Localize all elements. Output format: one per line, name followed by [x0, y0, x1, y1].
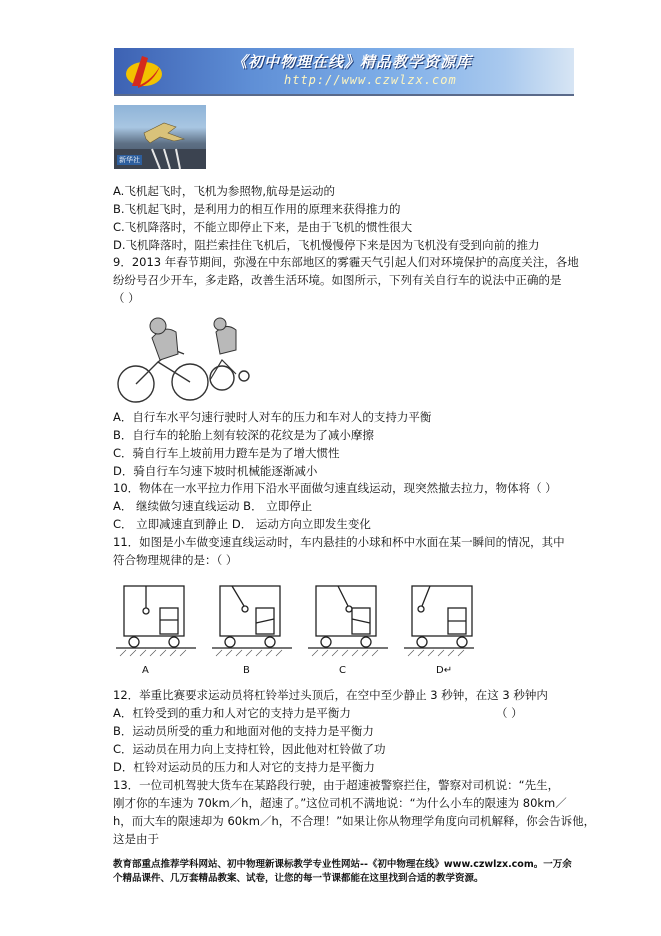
- footer-line1: 教育部重点推荐学科网站、初中物理新课标教学专业性网站--《初中物理在线》www.czwlzx.com。一万余: [113, 859, 572, 870]
- banner-url[interactable]: http://www.czwlzx.com: [284, 73, 457, 87]
- cart-label-a: A: [142, 665, 149, 676]
- q10-stem: 10．物体在一水平拉力作用下沿水平面做匀速直线运动，现突然撤去拉力，物体将（ ）: [113, 481, 557, 495]
- page-footer: [113, 858, 583, 886]
- site-logo-icon: [124, 52, 164, 90]
- banner-title: 《初中物理在线》精品教学资源库: [232, 53, 473, 71]
- carts-diagram: [116, 580, 476, 680]
- q13-stem-line1: 13．一位司机驾驶大货车在某路段行驶，由于超速被警察拦住，警察对司机说：“先生，: [113, 778, 560, 792]
- q8-option-d: D.飞机降落时，阻拦索挂住飞机后，飞机慢慢停下来是因为飞机没有受到向前的推力: [113, 238, 540, 252]
- q8-option-c: C.飞机降落时，不能立即停止下来，是由于飞机的惯性很大: [113, 220, 413, 234]
- q12-stem: 12．举重比赛要求运动员将杠铃举过头顶后，在空中至少静止 3 秒钟，在这 3 秒钟内: [113, 688, 548, 702]
- q13-stem-line3: h，而大车的限速却为 60km／h，不合理！”如果让你从物理学角度向司机解释，你会告诉他，: [113, 814, 596, 828]
- cart-label-b: B: [243, 665, 250, 676]
- q12-option-c: C．运动员在用力向上支持杠铃，因此他对杠铃做了功: [113, 742, 386, 756]
- q13-stem-line2: 刚才你的车速为 70km／h，超速了。”这位司机不满地说：“为什么小车的限速为 80km／: [113, 796, 567, 810]
- q9-stem-line1: 9．2013 年春节期间，弥漫在中东部地区的雾霾天气引起人们对环境保护的高度关注，各地: [113, 255, 579, 269]
- q11-stem-line2: 符合物理规律的是：（ ）: [113, 553, 238, 567]
- q8-option-a: A.飞机起飞时，飞机为参照物,航母是运动的: [113, 184, 335, 198]
- photo-watermark: 新华社: [119, 156, 140, 164]
- q8-option-b: B.飞机起飞时，是利用力的相互作用的原理来获得推力的: [113, 202, 401, 216]
- q9-option-a: A．自行车水平匀速行驶时人对车的压力和车对人的支持力平衡: [113, 410, 432, 424]
- q12-answer-blank: （ ）: [496, 706, 523, 720]
- q9-option-c: C．骑自行车上坡前用力蹬车是为了增大惯性: [113, 446, 340, 460]
- cart-label-d: D↵: [436, 665, 453, 676]
- q10-options-ab: A． 继续做匀速直线运动 B． 立即停止: [113, 499, 313, 513]
- footer-line2: 个精品课件、几万套精品教案、试卷，让您的每一节课都能在这里找到合适的教学资源。: [113, 873, 484, 884]
- q12-option-b: B．运动员所受的重力和地面对他的支持力是平衡力: [113, 724, 374, 738]
- cart-label-c: C: [339, 665, 346, 676]
- header-banner: [114, 48, 574, 96]
- q9-option-d: D．骑自行车匀速下坡时机械能逐渐减小: [113, 464, 318, 478]
- q11-stem-line1: 11．如图是小车做变速直线运动时，车内悬挂的小球和杯中水面在某一瞬间的情况，其中: [113, 535, 565, 549]
- q10-options-cd: C． 立即减速直到静止 D． 运动方向立即发生变化: [113, 517, 371, 531]
- q12-option-d: D．杠铃对运动员的压力和人对它的支持力是平衡力: [113, 760, 375, 774]
- q9-stem-line2: 纷纷号召少开车，多走路，改善生活环境。如图所示，下列有关自行车的说法中正确的是: [113, 273, 562, 287]
- q9-option-b: B．自行车的轮胎上刻有较深的花纹是为了减小摩擦: [113, 428, 374, 442]
- carrier-jet-photo: [114, 105, 206, 169]
- q12-option-a: A．杠铃受到的重力和人对它的支持力是平衡力: [113, 706, 351, 720]
- q13-stem-line4: 这是由于: [113, 832, 159, 846]
- q9-answer-blank: （ ）: [113, 291, 140, 305]
- cyclists-illustration: [114, 310, 250, 406]
